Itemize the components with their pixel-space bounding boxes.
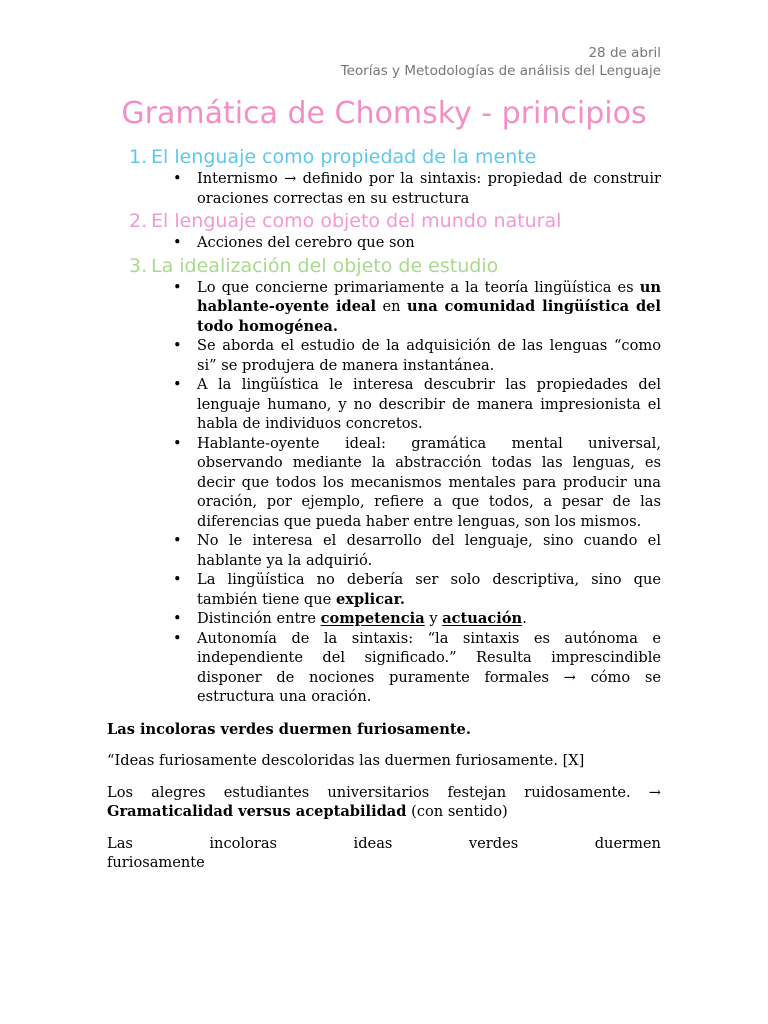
arrow-right-icon: → — [648, 783, 661, 801]
bullet-icon: • — [173, 278, 182, 296]
bullet-list-1 — [107, 169, 661, 208]
list-item: • La lingüística no debería ser solo descriptiva, sino que también tiene que explicar. — [173, 571, 661, 608]
page-header — [341, 45, 661, 80]
list-item: • Distinción entre competencia y actuación. — [173, 610, 527, 627]
bullet-icon: • — [173, 337, 182, 354]
bullet-icon: • — [173, 376, 182, 393]
document-body — [107, 145, 661, 873]
list-item: • A la lingüística le interesa descubrir las propiedades del lenguaje humano, y no describir de manera impresionista el habla de individuos concretos. — [173, 376, 661, 432]
header-date: 28 de abril — [588, 45, 661, 61]
paragraph-2: “Ideas furiosamente descoloridas las duermen furiosamente. [X] — [107, 752, 585, 769]
bullet-icon: • — [173, 170, 182, 187]
paragraph-1: Las incoloras verdes duermen furiosamente. — [107, 720, 471, 738]
section-number: 3. — [129, 254, 148, 277]
bullet-icon: • — [173, 532, 182, 549]
section-heading-text: La idealización del objeto de estudio — [151, 254, 499, 277]
paragraph-3: Los alegres estudiantes universitarios festejan ruidosamente. → Gramaticalidad versus aceptabilidad (con sentido) — [107, 783, 661, 820]
bullet-icon: • — [173, 571, 182, 588]
list-item: • Hablante-oyente ideal: gramática mental universal, observando mediante la abstracción todas las lenguas, es decir que todos los mecanismos mentales para producir una oración, por ejemplo, refiere a que todos, a pesar de las diferencias que pueda haber entre lenguas, son los mismos. — [173, 434, 661, 530]
section-heading-2 — [107, 209, 661, 233]
bullet-list-2 — [107, 233, 661, 253]
bullet-icon: • — [173, 610, 182, 627]
arrow-right-icon: → — [563, 668, 576, 686]
page-title: Gramática de Chomsky - principios — [121, 96, 647, 131]
bullet-icon: • — [173, 434, 182, 452]
section-number: 2. — [129, 210, 148, 232]
section-heading-3 — [107, 254, 661, 278]
list-item: • Lo que concierne primariamente a la teoría lingüística es un hablante-oyente ideal en una comunidad lingüística del todo homogénea. — [173, 278, 661, 335]
arrow-right-icon: → — [284, 170, 297, 187]
list-item: • Acciones del cerebro que son — [173, 234, 415, 251]
list-item: • No le interesa el desarrollo del lenguaje, sino cuando el hablante ya la adquirió. — [173, 532, 661, 569]
section-heading-text: El lenguaje como propiedad de la mente — [151, 146, 537, 168]
header-course: Teorías y Metodologías de análisis del Lenguaje — [340, 62, 661, 79]
section-number: 1. — [129, 146, 148, 168]
section-heading-text: El lenguaje como objeto del mundo natural — [151, 210, 562, 232]
bullet-icon: • — [173, 234, 182, 251]
paragraph-4: Las incoloras ideas verdes duermen furiosamente — [107, 834, 661, 871]
section-heading-1 — [107, 145, 661, 169]
bullet-icon: • — [173, 629, 182, 647]
list-item: • Se aborda el estudio de la adquisición de las lenguas “como si” se produjera de manera instantánea. — [173, 337, 661, 374]
list-item: • Autonomía de la sintaxis: “la sintaxis es autónoma e independiente del significado.” Resulta imprescindible disponer de nociones puramente formales → cómo se estructura una oración. — [173, 629, 661, 705]
bullet-list-3 — [107, 278, 661, 707]
list-item: • Internismo → definido por la sintaxis: propiedad de construir oraciones correctas en su estructura — [173, 170, 661, 207]
